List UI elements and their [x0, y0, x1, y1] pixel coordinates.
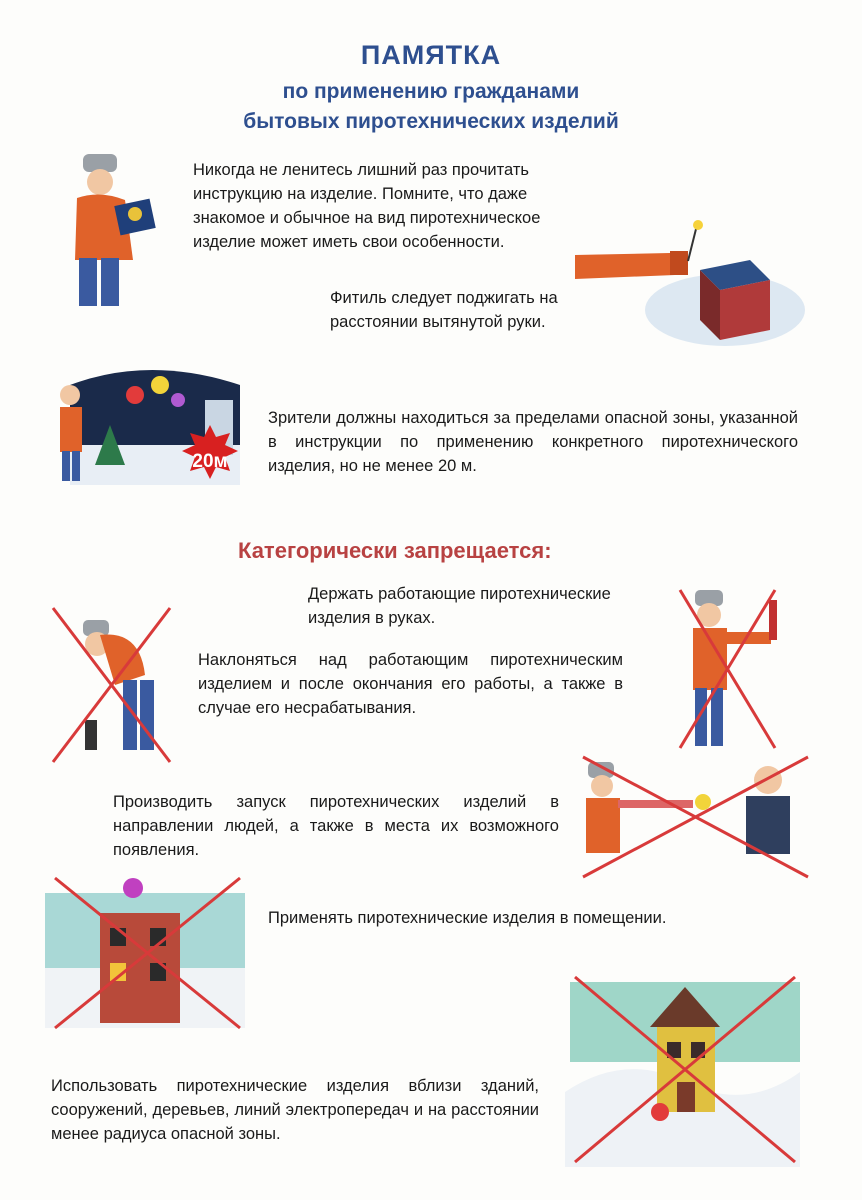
- page-title: ПАМЯТКА: [360, 40, 502, 70]
- near-buildings-crossed-illustration: [565, 972, 805, 1167]
- forbidden-aim-at-people-text: Производить запуск пиротехнических изделий в направлении людей, а также в места их возможного появления.: [113, 793, 559, 859]
- forbidden-lean-over-text: Наклоняться над работающим пиротехническим изделием и после окончания его работы, а также в случае его несрабатывания.: [198, 651, 623, 717]
- page-subtitle-line-1: по применению гражданами: [282, 80, 580, 103]
- forbidden-hold-in-hands-text: Держать работающие пиротехнические изделия в руках.: [308, 585, 611, 627]
- spectators-safe-distance-illustration: [50, 355, 260, 505]
- rule-spectators-distance-text: Зрители должны находиться за пределами опасной зоны, указанной в инструкции по применению конкретного пиротехнического изделия, но не менее 20 м.: [268, 409, 798, 475]
- distance-20m-badge: 20м: [192, 451, 228, 472]
- forbidden-indoors-text: Применять пиротехнические изделия в помещении.: [268, 909, 667, 927]
- rule-light-fuse-text: Фитиль следует поджигать на расстоянии вытянутой руки.: [330, 289, 558, 331]
- lighting-fuse-arm-length-illustration: [575, 215, 805, 350]
- leaning-over-firework-crossed-illustration: [45, 600, 175, 770]
- page-subtitle-line-2: бытовых пиротехнических изделий: [243, 110, 619, 133]
- holding-firework-crossed-illustration: [675, 580, 785, 755]
- forbidden-near-buildings-text: Использовать пиротехнические изделия вблизи зданий, сооружений, деревьев, линий электропередач и на расстоянии менее радиуса опасной зоны.: [51, 1077, 539, 1143]
- indoor-fireworks-crossed-illustration: [45, 868, 245, 1033]
- rule-read-instructions-text: Никогда не ленитесь лишний раз прочитать инструкцию на изделие. Помните, что даже знакомое и обычное на вид пиротехническое изделие может иметь свои особенности.: [193, 161, 541, 251]
- person-reading-instructions-illustration: [55, 150, 165, 315]
- forbidden-heading: Категорически запрещается:: [238, 538, 552, 563]
- firing-at-people-crossed-illustration: [578, 752, 813, 882]
